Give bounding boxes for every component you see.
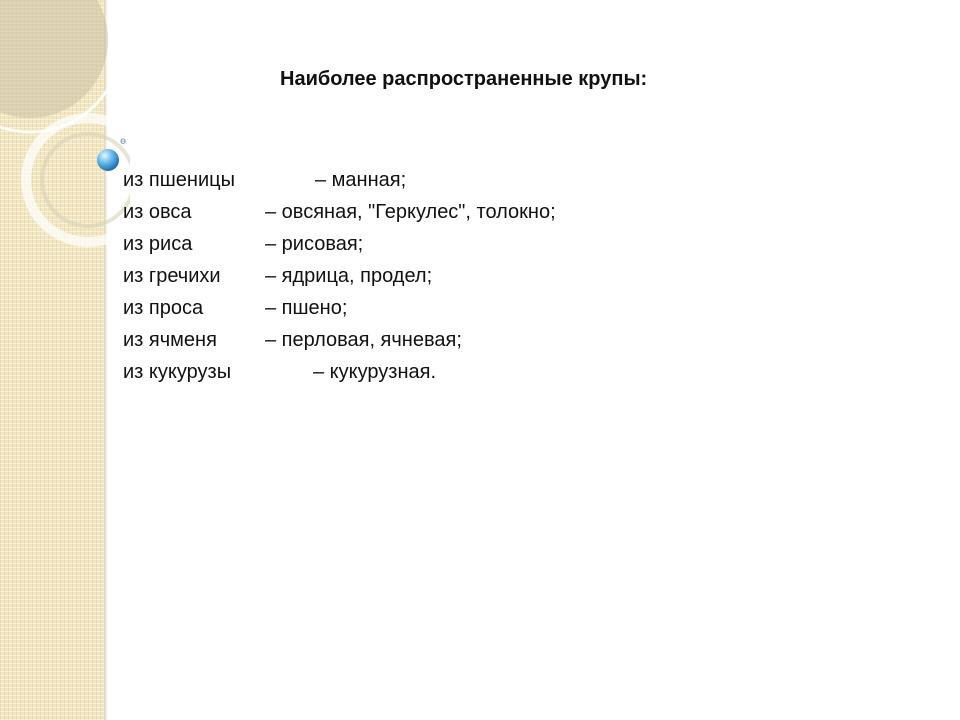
list-item: [123, 260, 433, 292]
grain-product: – манная;: [315, 169, 407, 191]
list-item: [123, 324, 462, 356]
grain-source: из риса: [123, 233, 193, 255]
blue-sphere-icon: [96, 148, 120, 172]
grain-product: – рисовая;: [265, 233, 364, 255]
list-item: [123, 196, 556, 228]
grain-product: – ядрица, продел;: [265, 265, 433, 287]
grain-source: из овса: [123, 201, 192, 223]
grain-source: из ячменя: [123, 329, 217, 351]
grain-list: [123, 164, 556, 388]
grain-product: – овсяная, "Геркулес", толокно;: [265, 201, 556, 223]
list-item: [123, 164, 407, 196]
list-item: [123, 356, 437, 388]
slide-title: Наиболее распространенные крупы:: [280, 68, 648, 90]
grain-product: – кукурузная.: [313, 361, 437, 383]
list-item: [123, 292, 348, 324]
list-item: [123, 228, 364, 260]
grain-source: из гречихи: [123, 265, 221, 287]
grain-product: – перловая, ячневая;: [265, 329, 462, 351]
decorative-circles: [0, 0, 130, 290]
grain-source: из пшеницы: [123, 169, 235, 191]
bullet-glyph: ɵ: [120, 136, 127, 147]
grain-source: из кукурузы: [123, 361, 232, 383]
grain-source: из проса: [123, 297, 204, 319]
grain-product: – пшено;: [265, 297, 348, 319]
